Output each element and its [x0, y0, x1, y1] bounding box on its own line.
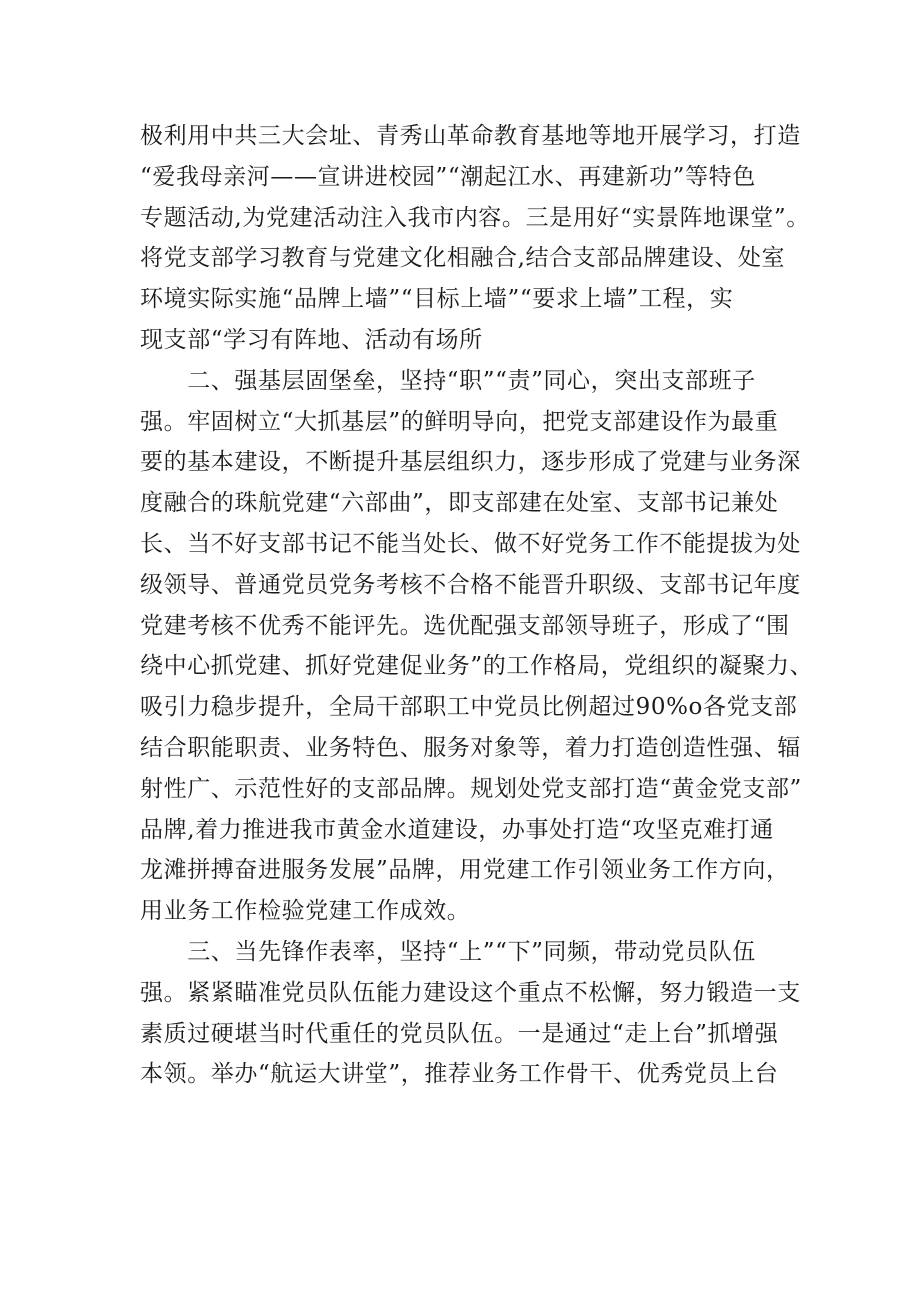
text-line: 强。紧紧瞄准党员队伍能力建设这个重点不松懈，努力锻造一支 [140, 979, 801, 1006]
section-heading-line: 三、当先锋作表率，坚持“上”“下”同频，带动党员队伍 [140, 938, 756, 965]
text-line: 极利用中共三大会址、青秀山革命教育基地等地开展学习，打造 [140, 123, 801, 149]
text-line: 结合职能职责、业务特色、服务对象等，着力打造创造性强、辐 [140, 734, 801, 761]
section-heading-line: 二、强基层固堡垒，坚持“职”“责”同心，突出支部班子 [140, 367, 756, 394]
text-line: 环境实际实施“品牌上墙”“目标上墙”“要求上墙”工程，实 [140, 286, 734, 313]
text-line: 强。牢固树立“大抓基层”的鲜明导向，把党支部建设作为最重 [140, 408, 779, 435]
text-line: 龙滩拼搏奋进服务发展”品牌，用党建工作引领业务工作方向， [140, 857, 790, 884]
text-line: 要的基本建设，不断提升基层组织力，逐步形成了党建与业务深 [140, 449, 801, 476]
text-line: 度融合的珠航党建“六部曲”，即支部建在处室、支部书记兼处 [140, 490, 779, 517]
text-line: 素质过硬堪当时代重任的党员队伍。一是通过“走上台”抓增强 [140, 1020, 779, 1047]
text-line: 射性广、示范性好的支部品牌。规划处党支部打造“黄金党支部” [140, 775, 802, 802]
text-line: 绕中心抓党建、抓好党建促业务”的工作格局，党组织的凝聚力、 [140, 653, 814, 680]
text-line: 吸引力稳步提升，全局干部职工中党员比例超过90%o各党支部 [140, 694, 798, 721]
text-line: 专题活动,为党建活动注入我市内容。三是用好“实景阵地课堂”。 [140, 204, 810, 231]
text-line: 长、当不好支部书记不能当处长、做不好党务工作不能提拔为处 [140, 530, 801, 557]
text-line: 党建考核不优秀不能评先。选优配强支部领导班子，形成了“围 [140, 612, 790, 639]
text-line: 现支部“学习有阵地、活动有场所 [140, 326, 483, 353]
document-body [140, 116, 820, 1095]
text-line: 品牌,着力推进我市黄金水道建设，办事处打造“攻坚克难打通 [140, 816, 774, 843]
text-line: 用业务工作检验党建工作成效。 [140, 898, 471, 925]
text-line: 本领。举办“航运大讲堂”，推荐业务工作骨干、优秀党员上台 [140, 1061, 779, 1088]
text-line: “爱我母亲河——宣讲进校园”“潮起江水、再建新功”等特色 [140, 163, 756, 190]
text-line: 将党支部学习教育与党建文化相融合,结合支部品牌建设、处室 [140, 245, 786, 272]
text-line: 级领导、普通党员党务考核不合格不能晋升职级、支部书记年度 [140, 571, 801, 598]
